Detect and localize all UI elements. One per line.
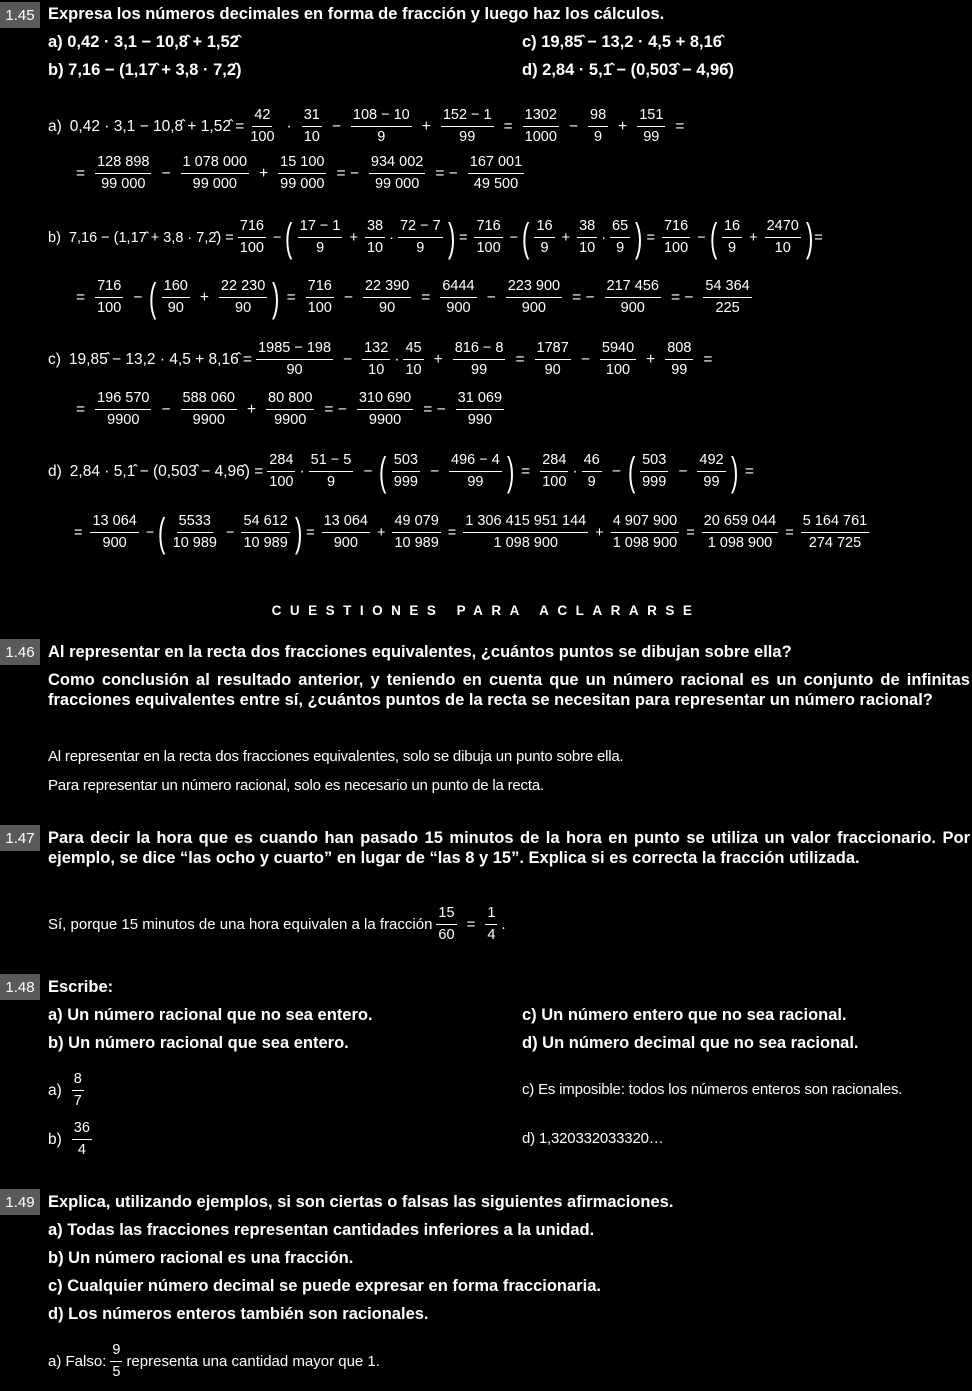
exercise-number: 1.48 [0,974,40,1000]
question-1: Al representar en la recta dos fracciones equivalentes, ¿cuántos puntos se dibujan sobre ella? [48,643,792,661]
solution-label: d) [48,462,62,480]
solution-d-line1: d) 2,84 · 5,1̂ − (0,503̂ − 4,96̂) = $\frac{284}{100}$ · $\frac{51 - 5}{9}$ − ( $\frac{503}{999}$ − $\frac{496 - 4}{99}$ ) = $\frac{284}{100}$ · $\frac{46}{9}$ − ( $\frac{503}{999}$ − $\frac{492}{99}$ ) = [48,449,754,494]
fraction: $\frac{934 002}{99 000}$ [370,154,424,192]
fraction: $\frac{16}{9}$ [723,218,741,256]
fraction: $\frac{132}{10}$ [364,340,389,378]
item-d: d) Un número decimal que no sea racional. [522,1034,859,1052]
fraction: $\frac{51 - 5}{9}$ [310,452,352,490]
answer-text: Sí, porque 15 minutos de una hora equivalen a la fracción [48,916,433,933]
fraction: $\frac{46}{9}$ [583,452,600,490]
fraction: $\frac{151}{99}$ [639,107,664,145]
question: Explica, utilizando ejemplos, si son ciertas o falsas las siguientes afirmaciones. [48,1193,674,1211]
fraction: $\frac{492}{99}$ [699,452,724,490]
fraction: $\frac{310 690}{9900}$ [358,390,412,428]
fraction: $\frac{6444}{900}$ [442,278,475,316]
fraction: $\frac{1985 - 198}{90}$ [258,340,332,378]
solution-a-line1: a) 0,42 · 3,1 − 10,8̂ + 1,52̂ = $\frac{42}{100}$ · $\frac{31}{10}$ − $\frac{108 - 10}{9}$ + $\frac{152 - 1}{99}$ = $\frac{1302}{1000}$ − $\frac{98}{9}$ + $\frac{151}{99}$ = [48,107,685,145]
fraction: $\frac{31}{10}$ [303,107,320,145]
fraction: $\frac{284}{100}$ [269,452,294,490]
fraction: $\frac{503}{999}$ [393,452,418,490]
item-a: a) Todas las fracciones representan cantidades inferiores a la unidad. [48,1221,595,1239]
solution-label: a) [48,1081,62,1099]
fraction: $\frac{20 659 044}{1 098 900}$ [703,513,777,551]
fraction: $\frac{13 064}{900}$ [323,513,368,551]
item-c: c) Un número entero que no sea racional. [522,1006,847,1024]
fraction: $\frac{15 100}{99 000}$ [280,154,325,192]
section-heading: CUESTIONES PARA ACLARARSE [271,603,701,618]
exercise-number: 1.47 [0,825,40,851]
fraction: $\frac{160}{90}$ [163,278,188,316]
exercise-number: 1.45 [0,2,40,28]
fraction: $\frac{38}{10}$ [579,218,596,256]
fraction: $\frac{716}{100}$ [239,218,264,256]
solution-c-line1: c) 19,85̂ − 13,2 · 4,5 + 8,16̂ = $\frac{1985 - 198}{90}$ − $\frac{132}{10}$ · $\frac{45}{10}$ + $\frac{816 - 8}{99}$ = $\frac{1787}{90}$ − $\frac{5940}{100}$ + $\frac{808}{99}$ = [48,340,713,378]
solution-label: a) Falso: [48,1353,107,1370]
fraction: $\frac{8}{7}$ [73,1071,82,1109]
fraction: $\frac{65}{9}$ [612,218,629,256]
fraction: $\frac{38}{10}$ [366,218,384,256]
fraction: $\frac{816 - 8}{99}$ [454,340,504,378]
fraction: $\frac{716}{100}$ [307,278,332,316]
solution-label: c) [48,350,61,368]
exercise-statement: Expresa los números decimales en forma de fracción y luego haz los cálculos. [48,5,665,23]
fraction: $\frac{588 060}{9900}$ [182,390,235,428]
fraction: $\frac{31 069}{990}$ [457,390,503,428]
fraction: $\frac{284}{100}$ [542,452,567,490]
solution-b [48,1119,96,1160]
fraction: $\frac{196 570}{9900}$ [97,390,150,428]
fraction: $\frac{496 - 4}{99}$ [451,452,500,490]
item-a: a) Un número racional que no sea entero. [48,1006,373,1024]
exercise-number: 1.49 [0,1189,40,1215]
fraction: $\frac{5940}{100}$ [601,340,635,378]
item-b: b) Un número racional es una fracción. [48,1249,354,1267]
fraction: $\frac{217 456}{900}$ [606,278,659,316]
fraction: $\frac{5 164 761}{274 725}$ [802,513,868,551]
fraction: $\frac{1302}{1000}$ [524,107,557,145]
fraction: $\frac{15}{60}$ [438,905,455,943]
fraction: $\frac{152 - 1}{99}$ [442,107,492,145]
fraction: $\frac{503}{999}$ [642,452,667,490]
fraction: $\frac{167 001}{49 500}$ [469,154,523,192]
solution-d: d) 1,320332033320… [522,1130,664,1147]
fraction: $\frac{80 800}{9900}$ [268,390,313,428]
question: Para decir la hora que es cuando han pasado 15 minutos de la hora en punto se utiliza un valor fraccionario. Por ejemplo, se dice “las ocho y cuarto” en lugar de “las 8 y 15”. Explica si es correcta la fracción utilizada. [48,829,970,867]
solution-c: c) Es imposible: todos los números enteros son racionales. [522,1081,903,1098]
fraction: $\frac{128 898}{99 000}$ [97,154,150,192]
fraction: $\frac{17 - 1}{9}$ [299,218,341,256]
fraction: $\frac{22 390}{90}$ [364,278,410,316]
fraction: $\frac{108 - 10}{9}$ [352,107,410,145]
fraction: $\frac{16}{9}$ [536,218,553,256]
fraction: $\frac{72 - 7}{9}$ [399,218,441,256]
prompt: Escribe: [48,978,114,996]
solution-label: b) [48,1130,62,1148]
solution-d-line2: = $\frac{13 064}{900}$ − ( $\frac{5533}{10 989}$ − $\frac{54 612}{10 989}$ ) = $\frac{13 064}{900}$ + $\frac{49 079}{10 989}$ = $\frac{1 306 415 951 144}{1 098 900}$ + $\frac{4 907 900}{1 098 900}$ = $\frac{20 659 044}{1 098 900}$ = $\frac{5 164 761}{274 725}$ [74,510,868,555]
fraction: $\frac{716}{100}$ [97,278,122,316]
solution-b-line1: b) 7,16 − (1,17̂ + 3,8 · 7,2̂) = $\frac{716}{100}$ − ( $\frac{17 - 1}{9}$ + $\frac{38}{10}$ · $\frac{72 - 7}{9}$ ) = $\frac{716}{100}$ − ( $\frac{16}{9}$ + $\frac{38}{10}$ · $\frac{65}{9}$ ) = $\frac{716}{100}$ − ( $\frac{16}{9}$ + $\frac{2470}{10}$ ) = [48,215,823,260]
solution-c-line2: = $\frac{196 570}{9900}$ − $\frac{588 060}{9900}$ + $\frac{80 800}{9900}$ = − $\frac{310 690}{9900}$ = − $\frac{31 069}{990}$ [76,390,503,428]
fraction: $\frac{5533}{10 989}$ [172,513,217,551]
answer: Sí, porque 15 minutos de una hora equivalen a la fracción $\frac{15}{60}$ = $\frac{1}{4}$ . [48,905,506,943]
expression: 7,16 − (1,17̂ + 3,8 · 7,2̂) = [68,229,234,246]
item-a: a) 0,42 · 3,1 − 10,8̂ + 1,52̂ [48,33,239,51]
fraction: $\frac{54 612}{10 989}$ [243,513,288,551]
fraction: $\frac{36}{4}$ [73,1120,90,1158]
item-b: b) 7,16 − (1,17̂ + 3,8 · 7,2̂) [48,61,242,79]
fraction: $\frac{49 079}{10 989}$ [394,513,439,551]
fraction: $\frac{9}{5}$ [112,1342,121,1380]
exercise-number: 1.46 [0,639,40,665]
fraction: $\frac{22 230}{90}$ [220,278,266,316]
fraction: $\frac{45}{10}$ [405,340,422,378]
solution-a [48,1341,380,1382]
solution-a [48,1070,88,1111]
item-c: c) Cualquier número decimal se puede expresar en forma fraccionaria. [48,1277,601,1295]
fraction: $\frac{716}{100}$ [476,218,501,256]
solution-a-line2: = $\frac{128 898}{99 000}$ − $\frac{1 078 000}{99 000}$ + $\frac{15 100}{99 000}$ = − $\frac{934 002}{99 000}$ = − $\frac{167 001}{49 500}$ [76,154,523,192]
item-d: d) 2,84 · 5,1̂ − (0,503̂ − 4,96̂) [522,61,734,79]
item-b: b) Un número racional que sea entero. [48,1034,349,1052]
fraction: $\frac{13 064}{900}$ [92,513,137,551]
item-d: d) Los números enteros también son racionales. [48,1305,429,1323]
answer-1: Al representar en la recta dos fracciones equivalentes, solo se dibuja un punto sobre ella. [48,748,624,765]
fraction: $\frac{98}{9}$ [590,107,607,145]
fraction: $\frac{1 078 000}{99 000}$ [182,154,248,192]
fraction: $\frac{42}{100}$ [250,107,275,145]
fraction: $\frac{716}{100}$ [663,218,689,256]
item-c: c) 19,85̂ − 13,2 · 4,5 + 8,16̂ [522,33,722,51]
fraction: $\frac{1}{4}$ [487,905,496,943]
solution-label: a) [48,117,62,135]
fraction: $\frac{2470}{10}$ [766,218,799,256]
solution-label: b) [48,229,61,246]
solution-b-line2: = $\frac{716}{100}$ − ( $\frac{160}{90}$ + $\frac{22 230}{90}$ ) = $\frac{716}{100}$ − $\frac{22 390}{90}$ = $\frac{6444}{900}$ − $\frac{223 900}{900}$ = − $\frac{217 456}{900}$ = − $\frac{54 364}{225}$ [76,275,750,320]
answer-2: Para representar un número racional, solo es necesario un punto de la recta. [48,777,544,794]
fraction: $\frac{1 306 415 951 144}{1 098 900}$ [465,513,587,551]
fraction: $\frac{4 907 900}{1 098 900}$ [612,513,678,551]
solution-text: representa una cantidad mayor que 1. [126,1353,380,1370]
fraction: $\frac{1787}{90}$ [536,340,569,378]
fraction: $\frac{223 900}{900}$ [507,278,561,316]
fraction: $\frac{808}{99}$ [667,340,692,378]
expression: 19,85̂ − 13,2 · 4,5 + 8,16̂ = [68,350,253,368]
fraction: $\frac{54 364}{225}$ [705,278,750,316]
question-2: Como conclusión al resultado anterior, y teniendo en cuenta que un número racional es un conjunto de infinitas fracciones equivalentes entre sí, ¿cuántos puntos de la recta se necesitan para representar un número racional? [48,671,970,709]
expression: 0,42 · 3,1 − 10,8̂ + 1,52̂ = [69,117,245,135]
expression: 2,84 · 5,1̂ − (0,503̂ − 4,96̂) = [69,462,264,480]
